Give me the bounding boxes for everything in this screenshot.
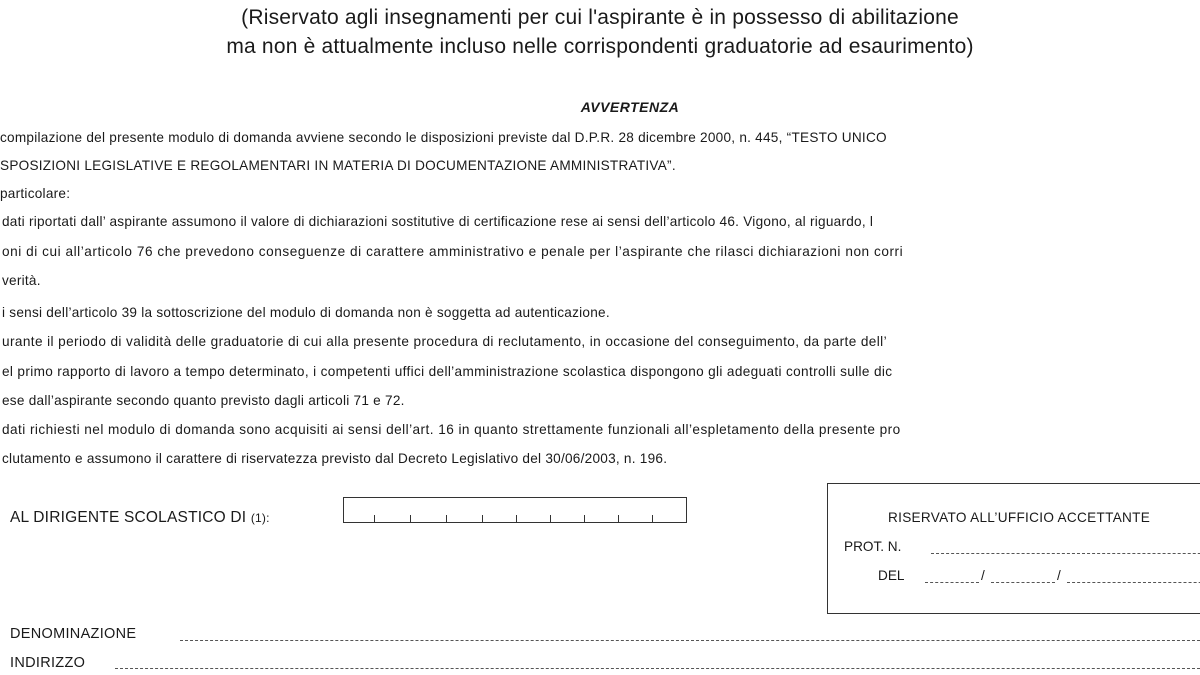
avvertenza-line: verità. [2, 273, 41, 288]
code-box-tick [652, 515, 653, 522]
office-reserved-box [827, 483, 1200, 614]
del-label: DEL [878, 568, 905, 583]
dirigente-note: (1): [250, 511, 270, 525]
avvertenza-line: oni di cui all’articolo 76 che prevedono conseguenze di carattere amministrativo e penale per l’aspirante che rilasci dichiarazioni non corri [2, 244, 904, 259]
avvertenza-line: el primo rapporto di lavoro a tempo determinato, i competenti uffici dell’amministrazione scolastica dispongono gli adeguati controlli sulle dic [2, 364, 893, 379]
avvertenza-line: compilazione del presente modulo di domanda avviene secondo le disposizioni previste dal D.P.R. 28 dicembre 2000, n. 445, “TESTO UNICO [0, 130, 887, 145]
avvertenza-line: clutamento e assumono il carattere di riservatezza previsto dal Decreto Legislativo del 30/06/2003, n. 196. [2, 451, 668, 466]
avvertenza-line: dati riportati dall’ aspirante assumono il valore di dichiarazioni sostitutive di certificazione rese ai sensi dell’articolo 46. Vigono, al riguardo, l [2, 214, 874, 229]
code-box-tick [410, 515, 411, 522]
school-code-input[interactable] [343, 497, 687, 523]
indirizzo-label: INDIRIZZO [10, 655, 86, 671]
avvertenza-line: particolare: [0, 186, 71, 201]
office-title: RISERVATO ALL’UFFICIO ACCETTANTE [888, 510, 1151, 525]
avvertenza-line: SPOSIZIONI LEGISLATIVE E REGOLAMENTARI IN MATERIA DI DOCUMENTAZIONE AMMINISTRATIVA”. [0, 158, 676, 173]
avvertenza-line: ese dall’aspirante secondo quanto previsto dagli articoli 71 e 72. [2, 393, 405, 408]
dirigente-label-row [10, 509, 270, 527]
indirizzo-field[interactable] [115, 668, 1200, 669]
dirigente-label: AL DIRIGENTE SCOLASTICO DI [10, 509, 247, 526]
code-box-tick [374, 515, 375, 522]
prot-number-field[interactable] [931, 553, 1200, 554]
prot-label: PROT. N. [844, 539, 902, 554]
del-date-field[interactable] [925, 568, 1200, 586]
header-line-2: ma non è attualmente incluso nelle corrispondenti graduatorie ad esaurimento) [226, 35, 974, 58]
code-box-tick [446, 515, 447, 522]
avvertenza-line: dati richiesti nel modulo di domanda sono acquisiti ai sensi dell’art. 16 in quanto strettamente funzionali all’espletamento della presente pro [2, 422, 901, 437]
date-separator: / [981, 568, 985, 583]
date-month-line [991, 582, 1055, 583]
code-box-tick [618, 515, 619, 522]
avvertenza-title: AVVERTENZA [580, 99, 680, 115]
code-box-tick [550, 515, 551, 522]
code-box-tick [584, 515, 585, 522]
date-year-line [1067, 582, 1200, 583]
code-box-tick [482, 515, 483, 522]
date-day-line [925, 582, 979, 583]
avvertenza-line: i sensi dell’articolo 39 la sottoscrizione del modulo di domanda non è soggetta ad autenticazione. [2, 305, 610, 320]
denominazione-field[interactable] [180, 640, 1200, 641]
header-line-1: (Riservato agli insegnamenti per cui l'aspirante è in possesso di abilitazione [241, 6, 959, 29]
date-separator: / [1057, 568, 1061, 583]
code-box-tick [516, 515, 517, 522]
denominazione-label: DENOMINAZIONE [10, 626, 137, 642]
avvertenza-line: urante il periodo di validità delle graduatorie di cui alla presente procedura di reclutamento, in occasione del conseguimento, da parte dell’ [2, 334, 888, 349]
